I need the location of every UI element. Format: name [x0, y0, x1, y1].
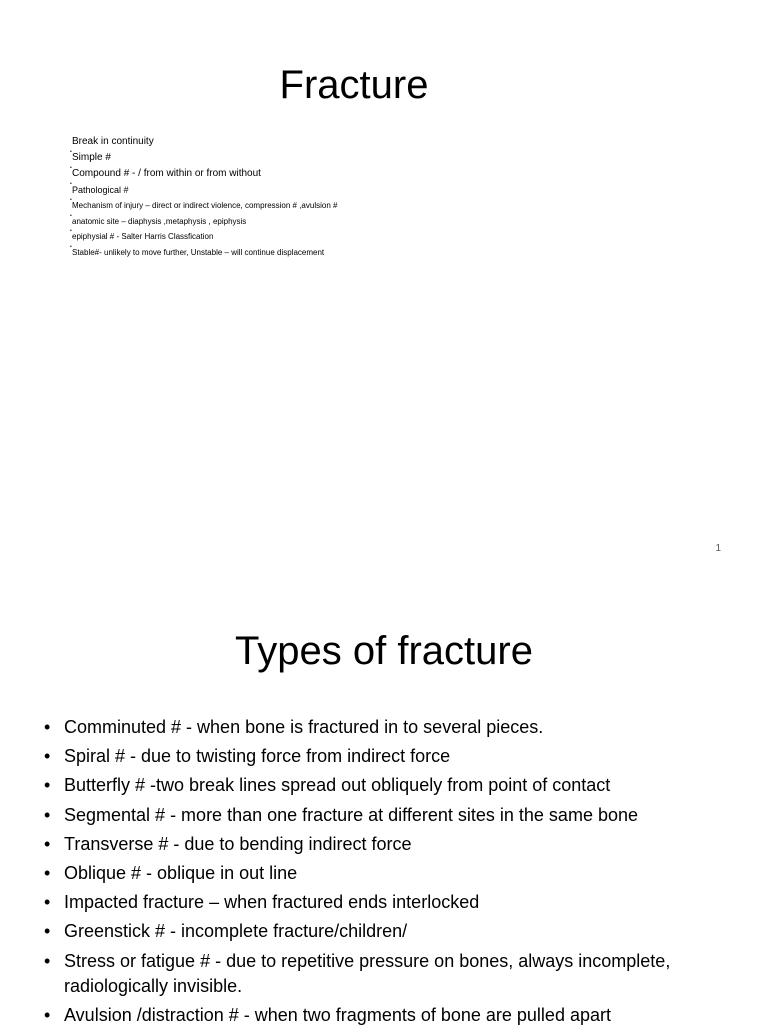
bullet-icon: • — [44, 950, 51, 971]
list-item-text: Compound # - / from within or from without — [72, 168, 261, 179]
page-number: 1 — [715, 543, 721, 554]
list-item — [44, 861, 744, 886]
list-item — [44, 744, 744, 769]
list-item-text: Simple # — [72, 152, 111, 163]
bullet-icon: • — [44, 775, 51, 796]
list-item — [70, 134, 337, 150]
bullet-icon: • — [44, 921, 51, 942]
list-item-text: Break in continuity — [72, 136, 154, 147]
list-item-text: epiphysial # - Salter Harris Classfication — [72, 232, 214, 241]
list-item — [44, 890, 744, 915]
list-item-text: Mechanism of injury – direct or indirect violence, compression # ,avulsion # — [72, 201, 338, 210]
slide-2-bullet-list — [44, 715, 744, 1032]
list-item-text: Greenstick # - incomplete fracture/children/ — [64, 921, 408, 942]
bullet-icon: • — [70, 212, 72, 219]
bullet-icon: • — [44, 746, 51, 767]
list-item — [44, 832, 744, 857]
bullet-icon: • — [44, 892, 51, 913]
list-item-text: Spiral # - due to twisting force from indirect force — [64, 746, 451, 767]
slide-1-bullet-list — [70, 134, 337, 260]
slide-2-title: Types of fracture — [235, 629, 533, 673]
bullet-icon: • — [70, 228, 72, 234]
bullet-icon: • — [44, 804, 51, 825]
list-item — [70, 229, 337, 245]
list-item-text: Avulsion /distraction # - when two fragments of bone are pulled apart — [64, 1004, 611, 1025]
bullet-icon: • — [44, 1004, 51, 1025]
list-item-text: Impacted fracture – when fractured ends interlocked — [64, 892, 480, 913]
bullet-icon: • — [70, 165, 72, 171]
list-item — [70, 198, 337, 214]
list-item — [70, 245, 337, 261]
list-item — [70, 150, 337, 166]
list-item — [44, 949, 744, 999]
list-item — [44, 803, 744, 828]
list-item — [70, 182, 337, 198]
list-item-text: Comminuted # - when bone is fractured in to several pieces. — [64, 717, 544, 737]
list-item-text: Segmental # - more than one fracture at different sites in the same bone — [64, 804, 638, 825]
list-item-text: Oblique # - oblique in out line — [64, 862, 298, 883]
bullet-icon: • — [70, 149, 72, 155]
list-item-text: Transverse # - due to bending indirect force — [64, 833, 412, 854]
bullet-icon: • — [44, 717, 51, 737]
list-item-text: Stable#- unlikely to move further, Unstable – will continue displacement — [72, 247, 325, 257]
list-item-text: anatomic site – diaphysis ,metaphysis , epiphysis — [72, 216, 247, 226]
bullet-icon: • — [44, 862, 51, 883]
bullet-icon: • — [44, 833, 51, 854]
list-item-text: Pathological # — [72, 185, 129, 195]
bullet-icon: • — [70, 243, 72, 250]
slide-1-title: Fracture — [279, 63, 429, 107]
slide-2 — [0, 576, 768, 1024]
list-item — [44, 919, 744, 944]
list-item-text: Stress or fatigue # - due to repetitive pressure on bones, always incomplete, radiologically invisible. — [64, 950, 671, 996]
list-item — [70, 166, 337, 182]
list-item — [70, 214, 337, 230]
bullet-icon: • — [70, 197, 72, 203]
list-item — [44, 773, 744, 798]
bullet-icon: • — [70, 181, 72, 187]
list-item-text: Butterfly # -two break lines spread out obliquely from point of contact — [64, 775, 611, 796]
list-item — [44, 715, 744, 740]
